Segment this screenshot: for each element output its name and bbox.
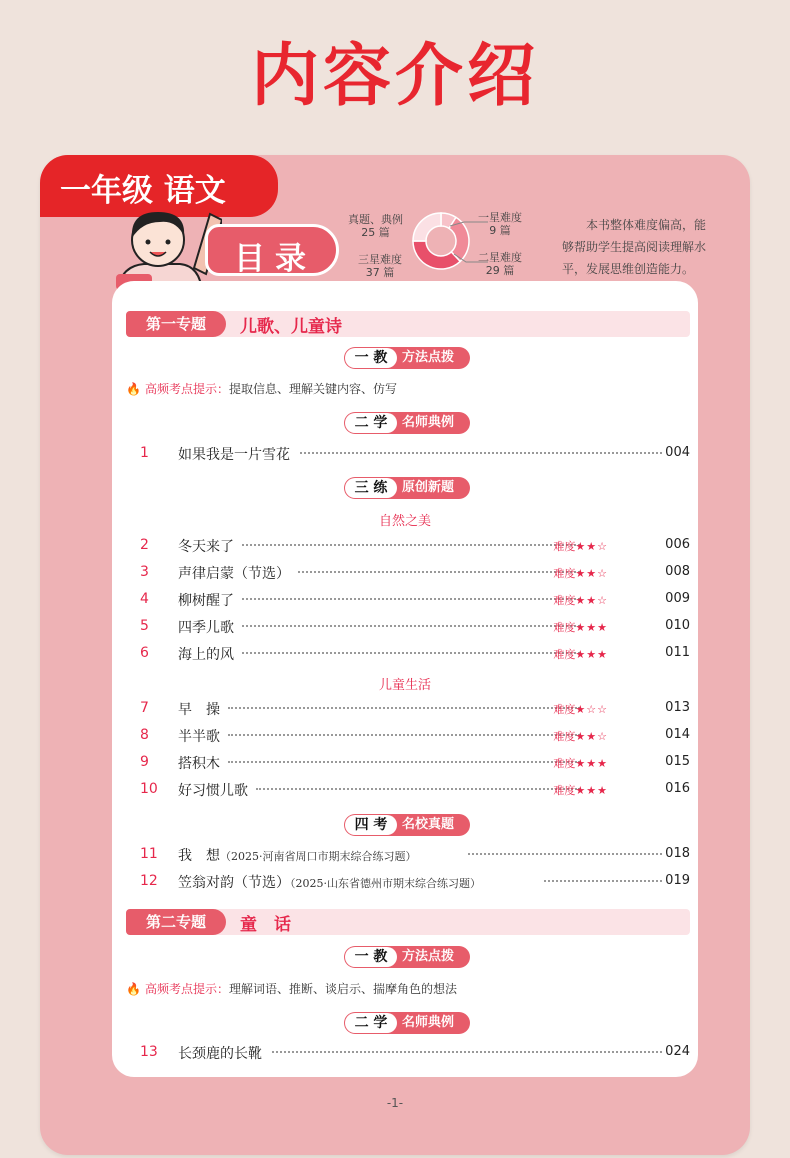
section-badge-label: 名校真题 (402, 817, 455, 832)
entry-title: 冬天来了 (178, 539, 234, 555)
star-icons: ★★★ (575, 621, 608, 634)
entry-title: 好习惯儿歌 (178, 783, 248, 799)
section-badge-lian (344, 477, 470, 499)
entry-number: 7 (140, 700, 149, 716)
stat-count: 25 篇 (361, 226, 390, 239)
toc-heading: 目录 (205, 224, 339, 276)
section-badge-label: 方法点拨 (402, 350, 455, 365)
entry-number: 8 (140, 727, 149, 743)
stat-count: 9 篇 (489, 224, 511, 237)
entry-number: 5 (140, 618, 149, 634)
toc-entry[interactable] (112, 644, 698, 666)
entry-number: 1 (140, 445, 149, 461)
difficulty-rating (553, 782, 608, 798)
star-icons: ★★☆ (575, 540, 608, 553)
entry-page: 019 (665, 873, 690, 888)
dot-leader (298, 571, 580, 573)
star-icons: ★★★ (575, 757, 608, 770)
topic-tag: 第二专题 (126, 909, 226, 935)
section-badge-number: 二 学 (345, 1013, 397, 1033)
stat-label: 一星难度 (478, 211, 522, 224)
entry-number: 3 (140, 564, 149, 580)
entry-page: 010 (665, 618, 690, 633)
section-badge-label: 名师典例 (402, 415, 455, 430)
flame-icon: 🔥 (126, 982, 141, 996)
toc-entry[interactable] (112, 872, 698, 894)
section-badge-label: 名师典例 (402, 1015, 455, 1030)
toc-entry[interactable] (112, 699, 698, 721)
toc-entry[interactable] (112, 726, 698, 748)
entry-title-text: 笠翁对韵（节选） (178, 875, 290, 891)
entry-page: 014 (665, 727, 690, 742)
section-badge-number: 二 学 (345, 413, 397, 433)
entry-number: 11 (140, 846, 158, 862)
difficulty-rating (553, 701, 608, 717)
section-badge-xue (344, 412, 470, 434)
difficulty-rating (553, 619, 608, 635)
entry-title-text: 我 想 (178, 848, 220, 864)
hint-text: 理解词语、推断、谈启示、揣摩角色的想法 (228, 982, 457, 996)
entry-title: 长颈鹿的长靴 (178, 1046, 262, 1062)
difficulty-rating (553, 646, 608, 662)
toc-entry[interactable] (112, 845, 698, 867)
entry-source: （2025·山东省德州市期末综合练习题） (290, 877, 481, 890)
section-badge-jiao (344, 347, 470, 369)
entry-title (178, 872, 481, 892)
entry-number: 9 (140, 754, 149, 770)
dot-leader (242, 625, 580, 627)
section-badge-number: 一 教 (345, 947, 397, 967)
toc-entry[interactable] (112, 617, 698, 639)
difficulty-rating (553, 538, 608, 554)
entry-number: 10 (140, 781, 158, 797)
page-number: -1- (386, 1096, 404, 1110)
dot-leader (242, 652, 580, 654)
difficulty-label: 难度 (553, 703, 576, 716)
grade-subject-tab: 一年级 语文 (40, 155, 278, 217)
entry-page: 004 (665, 445, 690, 460)
star-icons: ★★★ (575, 648, 608, 661)
topic-bar (126, 909, 690, 935)
hint-text: 提取信息、理解关键内容、仿写 (228, 382, 397, 396)
entry-page: 015 (665, 754, 690, 769)
star-icons: ★★☆ (575, 567, 608, 580)
entry-title: 四季儿歌 (178, 620, 234, 636)
flame-icon: 🔥 (126, 382, 141, 396)
stat-label: 二星难度 (478, 251, 522, 264)
topic-bar (126, 311, 690, 337)
entry-source: （2025·河南省周口市期末综合练习题） (220, 850, 417, 863)
section-badge-jiao (344, 946, 470, 968)
entry-title: 柳树醒了 (178, 593, 234, 609)
entry-page: 024 (665, 1044, 690, 1059)
stat-three-star (358, 253, 402, 279)
dot-leader (228, 707, 580, 709)
exam-hint (126, 980, 686, 997)
entry-page: 011 (665, 645, 690, 660)
entry-page: 008 (665, 564, 690, 579)
donut-slice-examples (413, 213, 441, 241)
stat-one-star (478, 211, 522, 237)
stat-two-star (478, 251, 522, 277)
entry-title: 海上的风 (178, 647, 234, 663)
topic-name: 儿歌、儿童诗 (240, 317, 342, 337)
page-title: 内容介绍 (250, 36, 539, 116)
difficulty-label: 难度 (553, 648, 576, 661)
difficulty-label: 难度 (553, 757, 576, 770)
toc-entry[interactable] (112, 444, 698, 466)
topic-name: 童 话 (240, 915, 291, 935)
entry-number: 4 (140, 591, 149, 607)
stat-examples (348, 213, 403, 239)
difficulty-label: 难度 (553, 567, 576, 580)
topic-tag: 第一专题 (126, 311, 226, 337)
star-icons: ★★☆ (575, 730, 608, 743)
dot-leader (468, 853, 662, 855)
dot-leader (272, 1051, 662, 1053)
section-badge-label: 原创新题 (402, 480, 455, 495)
dot-leader (228, 761, 580, 763)
entry-number: 2 (140, 537, 149, 553)
entry-title (178, 845, 417, 865)
dot-leader (242, 598, 580, 600)
difficulty-label: 难度 (553, 621, 576, 634)
entry-title: 半半歌 (178, 729, 220, 745)
difficulty-label: 难度 (553, 730, 576, 743)
section-badge-number: 三 练 (345, 478, 397, 498)
stat-count: 37 篇 (365, 266, 395, 279)
stat-count: 29 篇 (485, 264, 515, 277)
difficulty-rating (553, 728, 608, 744)
difficulty-label: 难度 (553, 594, 576, 607)
entry-page: 018 (665, 846, 690, 861)
book-difficulty-note: 本书整体难度偏高，能够帮助学生提高阅读理解水平，发展思维创造能力。 (562, 218, 707, 276)
subheading-childhood: 儿童生活 (378, 678, 431, 693)
entry-title: 早 操 (178, 702, 220, 718)
dot-leader (228, 734, 580, 736)
section-badge-label: 方法点拨 (402, 949, 455, 964)
toc-entry[interactable] (112, 536, 698, 558)
entry-number: 13 (140, 1044, 158, 1060)
hint-label: 高频考点提示： (144, 382, 229, 396)
section-badge-number: 一 教 (345, 348, 397, 368)
dot-leader (256, 788, 580, 790)
difficulty-rating (553, 565, 608, 581)
entry-page: 009 (665, 591, 690, 606)
subheading-nature: 自然之美 (378, 514, 431, 529)
entry-title: 如果我是一片雪花 (178, 447, 290, 463)
stat-label: 真题、典例 (348, 213, 403, 226)
difficulty-label: 难度 (553, 540, 576, 553)
entry-number: 6 (140, 645, 149, 661)
star-icons: ★★☆ (575, 594, 608, 607)
stat-label: 三星难度 (358, 253, 402, 266)
section-badge-kao (344, 814, 470, 836)
toc-entry[interactable] (112, 590, 698, 612)
hint-label: 高频考点提示： (144, 982, 229, 996)
section-badge-xue (344, 1012, 470, 1034)
star-icons: ★☆☆ (575, 703, 608, 716)
section-badge-number: 四 考 (345, 815, 397, 835)
dot-leader (242, 544, 580, 546)
entry-title: 搭积木 (178, 756, 220, 772)
difficulty-rating (553, 592, 608, 608)
entry-page: 006 (665, 537, 690, 552)
difficulty-rating (553, 755, 608, 771)
entry-page: 016 (665, 781, 690, 796)
entry-page: 013 (665, 700, 690, 715)
toc-entry[interactable] (112, 753, 698, 775)
toc-entry[interactable] (112, 780, 698, 802)
star-icons: ★★★ (575, 784, 608, 797)
exam-hint (126, 380, 686, 397)
dot-leader (544, 880, 662, 882)
dot-leader (300, 452, 662, 454)
toc-card (112, 281, 698, 1077)
toc-entry[interactable] (112, 563, 698, 585)
toc-entry[interactable] (112, 1043, 698, 1065)
difficulty-label: 难度 (553, 784, 576, 797)
entry-title: 声律启蒙（节选） (178, 566, 290, 582)
entry-number: 12 (140, 873, 158, 889)
